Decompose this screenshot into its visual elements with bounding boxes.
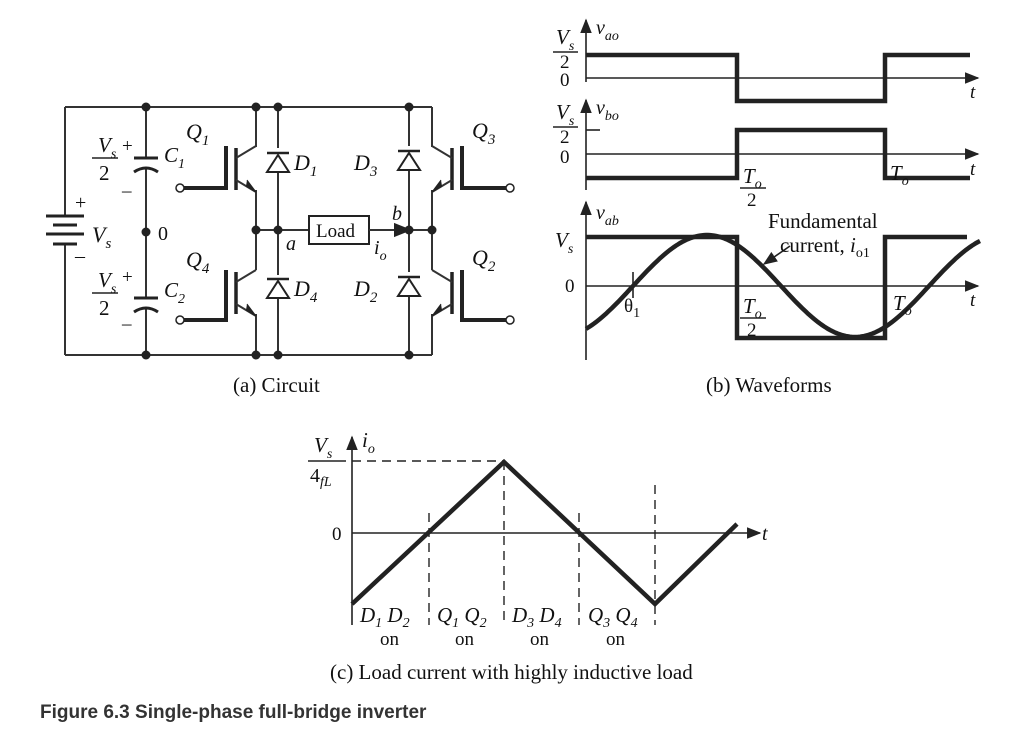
q2-label: $Q_2$ — [472, 245, 496, 275]
load — [309, 203, 410, 264]
source-plus: + — [75, 192, 87, 214]
vab-level-label: $V_s$ — [555, 228, 574, 257]
vab-half-period-den: 2 — [747, 320, 757, 341]
interval-2-devices: $Q_1$ $Q_2$ — [437, 603, 487, 631]
q4-label: $Q_4$ — [186, 247, 210, 277]
c2-den: 2 — [99, 296, 110, 320]
vab-half-period-num: $T_o$ — [743, 294, 762, 322]
c2-minus: _ — [122, 307, 132, 328]
vbo-half-period-den: 2 — [747, 190, 757, 211]
circuit-caption: (a) Circuit — [233, 373, 320, 397]
switch-q3 — [432, 118, 514, 192]
vbo-t-label: t — [970, 159, 976, 180]
d3-label: $D_3$ — [354, 150, 378, 180]
circuit-diagram — [46, 103, 514, 398]
io-label: $i_o$ — [362, 428, 375, 457]
vao-level-num: $V_s$ — [556, 25, 575, 54]
fundamental-label-1: Fundamental — [768, 209, 878, 233]
t-label: t — [762, 523, 768, 545]
d4-label: $D_4$ — [294, 276, 318, 306]
vao-zero: 0 — [560, 70, 570, 91]
q1-label: $Q_1$ — [186, 119, 210, 149]
c2-vs-label: $V_s$ — [98, 268, 117, 297]
left-leg — [176, 103, 318, 360]
source-minus: – — [75, 245, 85, 267]
vbo-half-period-num: $T_o$ — [743, 164, 762, 192]
c2-plus: + — [122, 267, 133, 288]
capacitor-column — [92, 103, 185, 360]
peak-den: $4_{fL}$ — [310, 465, 332, 490]
c1-minus: _ — [122, 174, 132, 195]
waveforms — [553, 17, 980, 397]
vbo-level-num: $V_s$ — [556, 100, 575, 129]
interval-1-devices: $D_1$ $D_2$ — [360, 603, 410, 631]
vab-zero: 0 — [565, 276, 575, 297]
load-current-label: $i_o$ — [374, 237, 387, 264]
interval-4-state: on — [606, 629, 625, 650]
interval-1 — [359, 603, 410, 650]
vab-period-label: $T_o$ — [893, 291, 912, 319]
interval-3-state: on — [530, 629, 549, 650]
vao-t-label: t — [970, 82, 976, 103]
vab-t-label: t — [970, 290, 976, 311]
load-current-caption: (c) Load current with highly inductive load — [330, 660, 693, 684]
waveforms-caption: (b) Waveforms — [706, 373, 832, 397]
c1-label: $C_1$ — [164, 143, 186, 172]
interval-2 — [437, 603, 487, 650]
interval-2-state: on — [455, 629, 474, 650]
source-label: $V_s$ — [92, 222, 112, 252]
midpoint-node — [142, 228, 151, 237]
vao-plot — [553, 17, 978, 103]
zero-label: 0 — [332, 524, 342, 545]
switch-q1 — [176, 119, 256, 192]
c1-vs-label: $V_s$ — [98, 133, 117, 162]
switch-q2 — [432, 245, 514, 324]
vbo-period-label: $T_o$ — [890, 161, 909, 189]
peak-num: $V_s$ — [314, 433, 333, 462]
node-b-label: b — [392, 203, 402, 225]
interval-3 — [511, 603, 562, 650]
midpoint-label: 0 — [158, 223, 168, 245]
vbo-label: $v_{bo}$ — [596, 97, 619, 124]
c1-den: 2 — [99, 161, 110, 185]
vab-plot — [555, 202, 980, 360]
interval-3-devices: $D_3$ $D_4$ — [512, 603, 562, 631]
load-label: Load — [316, 221, 356, 242]
vbo-zero: 0 — [560, 147, 570, 168]
vab-label: $v_{ab}$ — [596, 202, 619, 229]
node-a-label: a — [286, 233, 296, 255]
d2-label: $D_2$ — [354, 276, 378, 306]
diode-d4 — [267, 276, 318, 306]
vao-label: $v_{ao}$ — [596, 17, 619, 44]
vbo-plot — [553, 97, 978, 211]
fundamental-label-2: current, $i_{o1}$ — [780, 233, 870, 261]
interval-4-devices: $Q_3$ $Q_4$ — [588, 603, 638, 631]
interval-1-state: on — [380, 629, 399, 650]
load-current-plot — [308, 428, 768, 684]
vao-level-den: 2 — [560, 52, 570, 73]
theta1-label: $\theta_1$ — [624, 296, 641, 321]
vbo-level-den: 2 — [560, 127, 570, 148]
switch-q4 — [176, 247, 256, 324]
figure-caption: Figure 6.3 Single-phase full-bridge inverter — [40, 702, 427, 723]
c2-label: $C_2$ — [164, 278, 186, 307]
d1-label: $D_1$ — [294, 150, 318, 180]
q3-label: $Q_3$ — [472, 118, 496, 148]
diode-d1 — [267, 150, 317, 180]
interval-4 — [588, 603, 638, 650]
c1-plus: + — [122, 136, 133, 157]
